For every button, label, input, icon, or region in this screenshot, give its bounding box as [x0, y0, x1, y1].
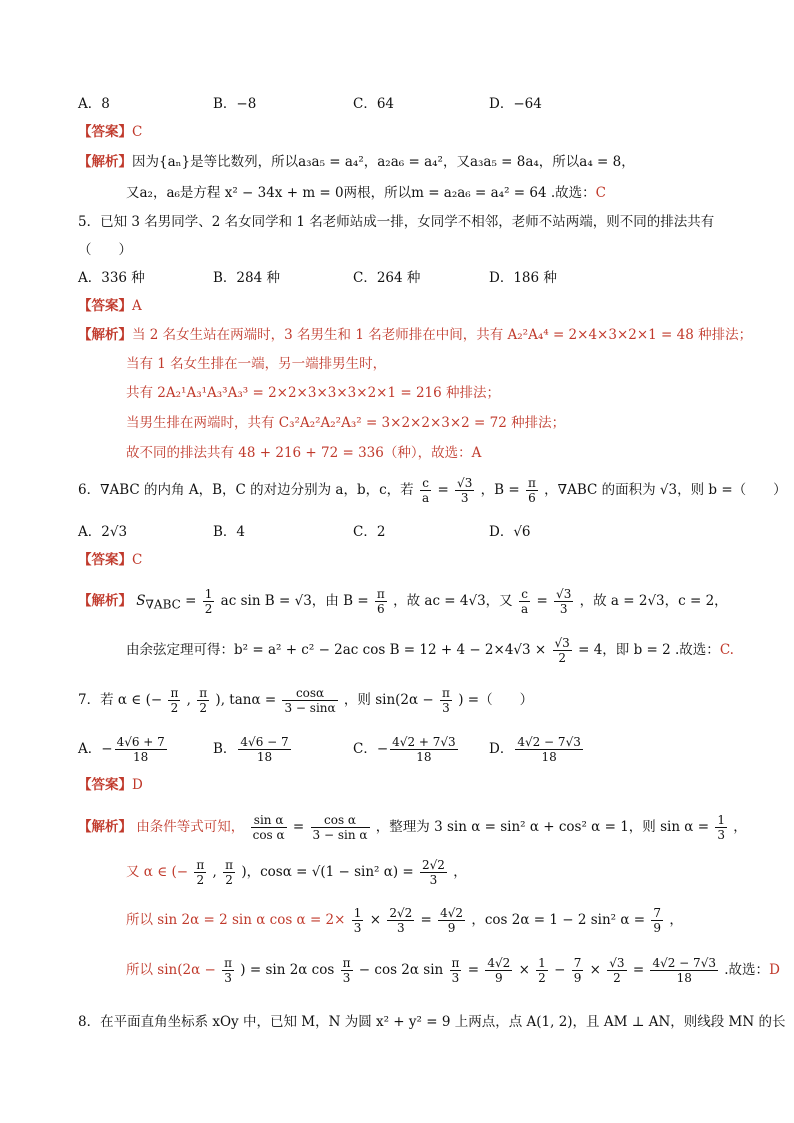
q5-analysis-line-4: 当男生排在两端时，共有 C₃²A₂²A₂²A₃² = 3×2×2×3×2 = 72 种排法；	[126, 415, 566, 431]
denominator: 2	[199, 701, 207, 715]
numerator: cosα	[282, 686, 337, 701]
stem-text: =	[437, 482, 449, 498]
denominator: 18	[676, 971, 692, 985]
q6-analysis-line-2	[126, 636, 734, 665]
fraction	[223, 858, 235, 887]
analysis-text: 故不同的排法共有 48 + 216 + 72 = 336（种），故选：	[126, 445, 472, 461]
denominator: 9	[573, 971, 582, 985]
fraction	[450, 956, 462, 985]
denominator: 3 − sin α	[312, 828, 368, 842]
analysis-text: 由条件等式可知，	[136, 819, 245, 835]
stem-text: ，∇ABC 的面积为 √3，则 b =（ ）	[544, 482, 787, 498]
denominator: 18	[541, 750, 557, 764]
answer-choice: D	[769, 962, 780, 978]
numerator: 2√2	[422, 858, 445, 872]
numerator: 4√2 − 7√3	[652, 956, 716, 970]
q4-options	[78, 94, 542, 114]
numerator: π	[451, 956, 460, 970]
math-text: =	[632, 962, 645, 978]
denominator: 2	[170, 701, 179, 715]
numerator: π	[196, 858, 205, 872]
option-label: D．	[489, 741, 514, 757]
q7-option-d	[489, 735, 585, 764]
fraction	[515, 735, 583, 764]
math-text: ，	[453, 864, 467, 880]
answer-choice: C	[595, 185, 606, 201]
stem-text: ), tanα =	[215, 692, 277, 708]
q6-answer	[78, 550, 142, 570]
fraction	[375, 587, 387, 616]
numerator: 4√2	[487, 956, 511, 970]
denominator: 3	[442, 701, 450, 715]
denominator: 18	[133, 750, 149, 764]
q7-analysis-line-1	[78, 813, 747, 842]
q6-options	[78, 522, 531, 542]
denominator: 18	[416, 750, 432, 764]
fraction	[194, 858, 206, 887]
analysis-tag: 【解析】	[78, 819, 132, 835]
q7-option-b	[213, 735, 353, 764]
fraction	[352, 906, 364, 935]
numerator: π	[199, 686, 208, 700]
q7-stem	[78, 686, 533, 715]
numerator: √3	[554, 636, 570, 650]
q6-option-c: C．2	[353, 524, 386, 540]
numerator: sin α	[251, 813, 287, 828]
denominator: 2	[204, 602, 213, 616]
denominator: 3	[451, 971, 460, 985]
numerator: 4√2 + 7√3	[392, 735, 456, 749]
math-text: 由余弦定理可得：b² = a² + c² − 2ac cos B = 12 + 4 − 2×4√3 ×	[126, 642, 547, 658]
q4-option-d: D．−64	[489, 96, 542, 112]
denominator: a	[520, 602, 529, 616]
fraction	[238, 735, 290, 764]
q7-option-c	[353, 735, 489, 764]
math-text: ，故 a = 2√3，c = 2，	[579, 593, 728, 609]
q7-options	[78, 735, 585, 764]
stem-text: ) =（ ）	[458, 692, 534, 708]
analysis-tag: 【解析】	[78, 593, 132, 609]
q5-options	[78, 268, 557, 288]
math-text: 所以 sin(2α −	[126, 962, 216, 978]
denominator: 6	[377, 602, 385, 616]
math-text: =	[467, 962, 480, 978]
numerator: π	[342, 956, 351, 970]
denominator: 3	[342, 971, 351, 985]
fraction	[519, 587, 530, 616]
fraction	[455, 476, 474, 505]
denominator: 6	[528, 491, 536, 505]
numerator: π	[376, 587, 385, 601]
q5-option-a: A．336 种	[78, 270, 145, 286]
numerator: c	[420, 476, 431, 491]
denominator: a	[421, 491, 430, 505]
denominator: 2	[196, 873, 205, 887]
numerator: 2√2	[389, 906, 413, 920]
fraction	[485, 956, 512, 985]
denominator: 2	[225, 873, 233, 887]
q5-option-b: B．284 种	[213, 270, 280, 286]
q5-stem-2: （ ）	[78, 242, 132, 258]
fraction	[390, 735, 458, 764]
denominator: 3	[353, 921, 362, 935]
subscript: ∇ABC	[145, 597, 181, 612]
numerator: 1	[538, 956, 546, 970]
fraction	[311, 813, 370, 842]
denominator: 2	[538, 971, 546, 985]
numerator: √3	[457, 476, 473, 490]
answer-value: C	[132, 552, 143, 568]
fraction	[651, 906, 663, 935]
answer-value: C	[132, 124, 143, 140]
q4-option-a: A．8	[78, 96, 110, 112]
analysis-text: 当 2 名女生站在两端时，3 名男生和 1 名老师排在中间，共有 A₂²A₄⁴ = 2×4×3×2×1 = 48 种排法；	[132, 327, 753, 343]
numerator: 4√6 + 7	[116, 735, 165, 749]
numerator: 4√6 − 7	[240, 735, 289, 749]
math-text: .故选：	[724, 962, 770, 978]
numerator: 7	[573, 956, 582, 970]
math-text: =	[292, 819, 305, 835]
answer-tag: 【答案】	[78, 777, 132, 793]
denominator: 3	[396, 921, 405, 935]
option-sign: −	[101, 741, 113, 757]
denominator: 9	[494, 971, 503, 985]
math-text: ，整理为 3 sin α = sin² α + cos² α = 1，则 sin α =	[375, 819, 710, 835]
denominator: 3	[429, 873, 438, 887]
numerator: √3	[556, 587, 572, 601]
math-text: ×	[518, 962, 530, 978]
answer-tag: 【答案】	[78, 124, 132, 140]
fraction	[438, 906, 465, 935]
fraction	[168, 686, 180, 715]
numerator: 1	[204, 587, 213, 601]
q4-analysis-line-2	[126, 183, 606, 203]
fraction	[251, 813, 287, 842]
q4-answer	[78, 122, 142, 142]
option-label: C．	[353, 741, 377, 757]
denominator: 9	[447, 921, 456, 935]
option-sign: −	[376, 741, 389, 757]
denominator: 2	[613, 971, 621, 985]
analysis-text: 又a₂，a₆是方程 x² − 34x + m = 0两根，所以m = a₂a₆ = a₄² = 64 .故选：	[126, 185, 596, 201]
fraction	[536, 956, 548, 985]
q5-answer	[78, 296, 142, 316]
fraction	[572, 956, 584, 985]
q7-analysis-line-3	[126, 906, 683, 935]
q6-option-a: A．2√3	[78, 524, 128, 540]
stem-text: ,	[186, 692, 191, 708]
fraction	[554, 587, 573, 616]
numerator: √3	[609, 956, 625, 970]
stem-text: ，B =	[480, 482, 520, 498]
fraction	[203, 587, 215, 616]
math-text: =	[185, 593, 197, 609]
q7-analysis-line-4	[126, 956, 780, 985]
numerator: c	[519, 587, 530, 602]
analysis-tag: 【解析】	[78, 327, 132, 343]
q5-stem-1: 5．已知 3 名男同学、2 名女同学和 1 名老师站成一排，女同学不相邻，老师不站两端，则不同的排法共有	[78, 214, 715, 230]
numerator: cos α	[311, 813, 370, 828]
math-text: −	[554, 962, 566, 978]
q6-option-d: D．√6	[489, 524, 531, 540]
q4-option-c: C．64	[353, 96, 395, 112]
numerator: 4√2 − 7√3	[517, 735, 581, 749]
analysis-tag: 【解析】	[78, 154, 132, 170]
q7-analysis-line-2	[126, 858, 467, 887]
q5-analysis-line-2: 当有 1 名女生排在一端，另一端排男生时，	[126, 356, 387, 372]
q5-analysis-line-3: 共有 2A₂¹A₃¹A₃³A₃³ = 2×2×3×3×3×2×1 = 216 种排法；	[126, 385, 501, 401]
q4-option-b: B．−8	[213, 96, 257, 112]
fraction	[115, 735, 167, 764]
math-text: − cos 2α sin	[358, 962, 444, 978]
stem-text: 7．若 α ∈ (−	[78, 692, 163, 708]
numerator: 4√2	[440, 906, 464, 920]
fraction	[197, 686, 209, 715]
numerator: π	[527, 476, 536, 490]
fraction	[387, 906, 414, 935]
q6-analysis-line-1	[78, 587, 728, 616]
fraction	[440, 686, 452, 715]
fraction	[341, 956, 353, 985]
fraction	[715, 813, 727, 842]
q5-option-d: D．186 种	[489, 270, 557, 286]
answer-value: A	[132, 298, 142, 314]
math-text: ×	[589, 962, 601, 978]
option-label: A．	[78, 741, 102, 757]
fraction	[526, 476, 538, 505]
answer-choice: A	[471, 445, 482, 461]
numerator: π	[224, 956, 232, 970]
math-text: =	[420, 912, 432, 928]
numerator: π	[442, 686, 450, 700]
denominator: 2	[558, 651, 566, 665]
q6-stem	[78, 476, 787, 505]
math-text: ，	[669, 912, 683, 928]
numerator: π	[225, 858, 234, 872]
math-text: ac sin B = √3，由 B =	[220, 593, 369, 609]
fraction	[420, 476, 431, 505]
denominator: 18	[256, 750, 273, 764]
q6-option-b: B．4	[213, 524, 246, 540]
math-text: =	[536, 593, 548, 609]
math-text: ×	[369, 912, 382, 928]
math-text: ,	[212, 864, 217, 880]
numerator: 7	[653, 906, 662, 920]
math-text: )，cosα = √(1 − sin² α) =	[241, 864, 414, 880]
numerator: 1	[717, 813, 725, 827]
denominator: 3	[559, 602, 568, 616]
answer-tag: 【答案】	[78, 552, 132, 568]
denominator: 9	[653, 921, 662, 935]
option-label: B．	[213, 741, 237, 757]
fraction	[553, 636, 572, 665]
analysis-text: 因为{aₙ}是等比数列，所以a₃a₅ = a₄²，a₂a₆ = a₄²，又a₃a₅ = 8a₄，所以a₄ = 8，	[132, 154, 635, 170]
answer-tag: 【答案】	[78, 298, 132, 314]
fraction	[650, 956, 718, 985]
math-text: ，故 ac = 4√3，又	[393, 593, 513, 609]
q8-stem: 8．在平面直角坐标系 xOy 中，已知 M，N 为圆 x² + y² = 9 上两点，点 A(1, 2)，且 AM ⊥ AN，则线段 MN 的长	[78, 1014, 786, 1030]
answer-choice: C.	[719, 642, 734, 658]
q4-analysis-line-1	[78, 152, 635, 172]
numerator: 1	[353, 906, 362, 920]
stem-text: ，则 sin(2α −	[343, 692, 434, 708]
fraction	[420, 858, 447, 887]
fraction	[282, 686, 337, 715]
denominator: 3 − sinα	[284, 701, 336, 715]
math-text: ) = sin 2α cos	[240, 962, 335, 978]
q5-analysis-line-5	[126, 443, 481, 463]
stem-text: 6．∇ABC 的内角 A，B，C 的对边分别为 a，b，c，若	[78, 482, 414, 498]
fraction	[222, 956, 234, 985]
q5-analysis-line-1	[78, 325, 752, 345]
math-text: 又 α ∈ (−	[126, 864, 189, 880]
q7-answer	[78, 775, 143, 795]
denominator: 3	[460, 491, 469, 505]
math-text: 所以 sin 2α = 2 sin α cos α = 2×	[126, 912, 346, 928]
math-text: S	[136, 593, 146, 609]
denominator: 3	[224, 971, 232, 985]
q5-option-c: C．264 种	[353, 270, 421, 286]
numerator: π	[170, 686, 179, 700]
denominator: cos α	[252, 828, 285, 842]
math-text: = 4，即 b = 2 .故选：	[578, 642, 720, 658]
math-text: ，	[733, 819, 747, 835]
fraction	[607, 956, 626, 985]
math-text: ，cos 2α = 1 − 2 sin² α =	[471, 912, 646, 928]
answer-value: D	[132, 777, 143, 793]
denominator: 3	[717, 828, 725, 842]
q7-option-a	[78, 735, 213, 764]
